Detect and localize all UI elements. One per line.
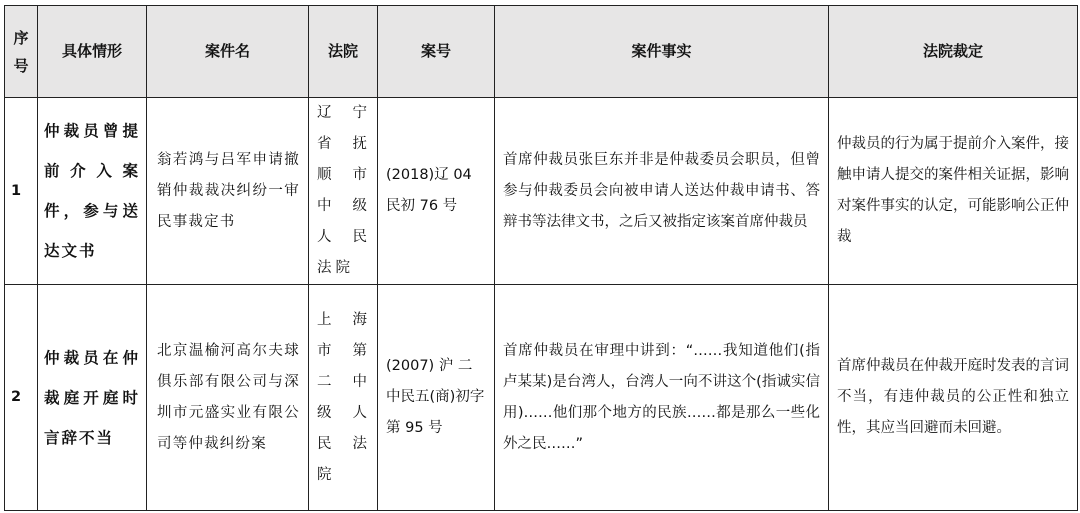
table-container (4, 5, 1078, 511)
table-row (5, 285, 1078, 511)
table-header-row (5, 6, 1078, 98)
row-facts: 首席仲裁员张巨东并非是仲裁委员会职员，但曾参与仲裁委员会向被申请人送达仲裁申请书、答辩书等法律文书，之后又被指定该案首席仲裁员 (495, 98, 829, 285)
row-court: 辽宁省抚顺市中级人民法院 (309, 98, 378, 285)
row-ruling: 首席仲裁员在仲裁开庭时发表的言词不当，有违仲裁员的公正性和独立性，其应当回避而未回避。 (829, 285, 1078, 511)
row-case-name: 北京温榆河高尔夫球俱乐部有限公司与深圳市元盛实业有限公司等仲裁纠纷案 (147, 285, 309, 511)
header-ruling: 法院裁定 (829, 6, 1078, 98)
row-case-name: 翁若鸿与吕军申请撤销仲裁裁决纠纷一审民事裁定书 (147, 98, 309, 285)
row-situation: 仲裁员在仲裁庭开庭时言辞不当 (38, 285, 147, 511)
row-case-no: (2018)辽 04 民初 76 号 (378, 98, 495, 285)
header-court: 法院 (309, 6, 378, 98)
header-seq-line1: 序 (13, 28, 29, 47)
row-court: 上海市第二中级人民法院 (309, 285, 378, 511)
table-row (5, 98, 1078, 285)
row-facts: 首席仲裁员在审理中讲到：“……我知道他们(指卢某某)是台湾人，台湾人一向不讲这个(指诚实信用)……他们那个地方的民族……都是那么一些化外之民……” (495, 285, 829, 511)
header-facts: 案件事实 (495, 6, 829, 98)
row-situation: 仲裁员曾提前介入案件，参与送达文书 (38, 98, 147, 285)
header-situation: 具体情形 (38, 6, 147, 98)
header-case-name: 案件名 (147, 6, 309, 98)
row-ruling: 仲裁员的行为属于提前介入案件，接触申请人提交的案件相关证据，影响对案件事实的认定，可能影响公正仲裁 (829, 98, 1078, 285)
row-seq: 2 (5, 285, 38, 511)
arbitration-cases-table (4, 5, 1078, 511)
row-case-no: (2007) 沪 二中民五(商)初字第 95 号 (378, 285, 495, 511)
row-seq: 1 (5, 98, 38, 285)
header-case-no: 案号 (378, 6, 495, 98)
header-seq (5, 6, 38, 98)
header-seq-line2: 号 (13, 56, 29, 75)
